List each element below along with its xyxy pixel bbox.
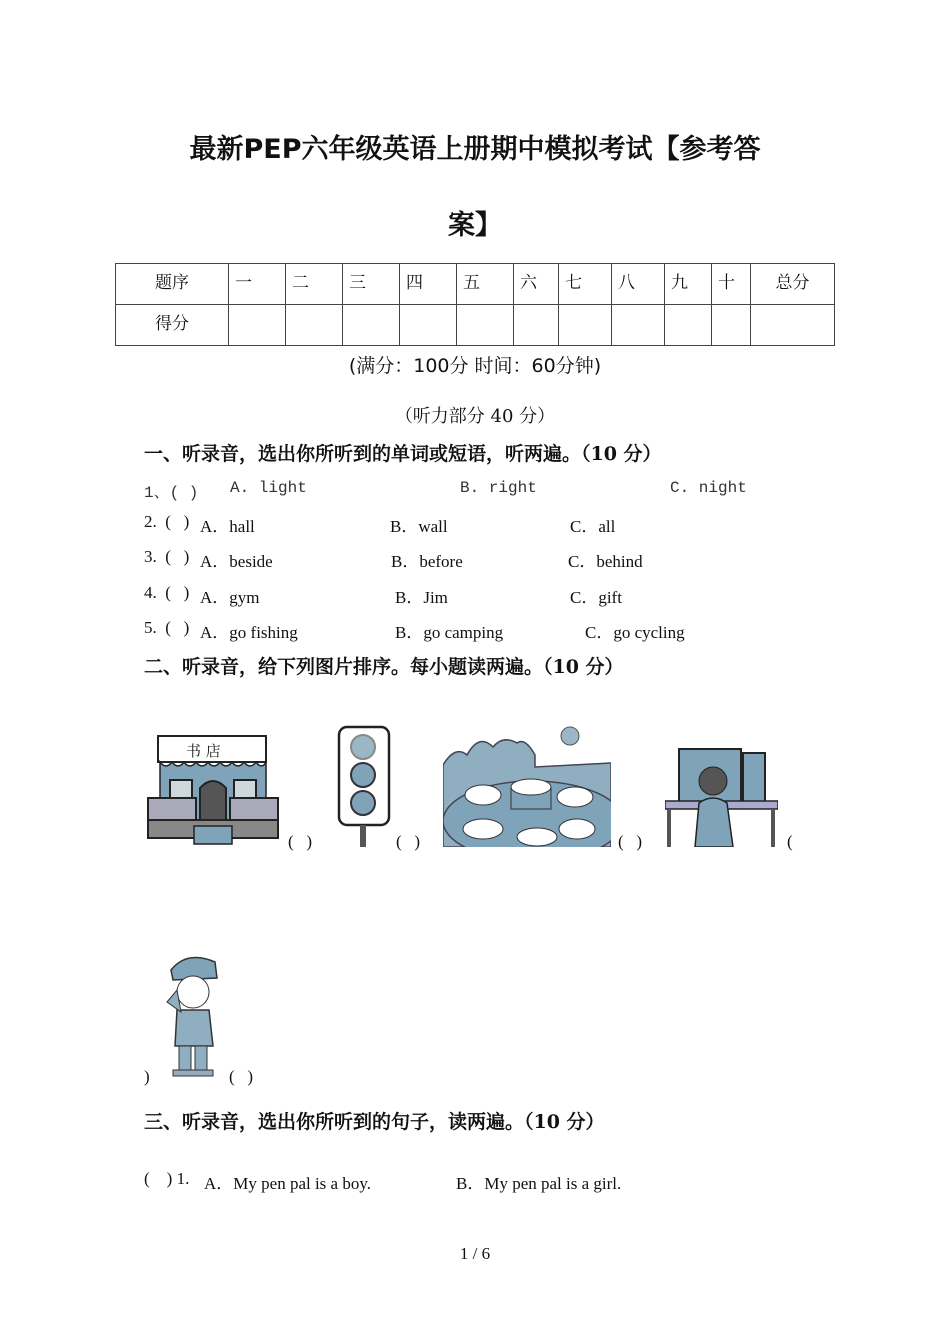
score-col-total: 总分 (751, 264, 835, 305)
score-table-score-row (116, 305, 835, 346)
listening-part-label: （听力部分 40 分） (394, 406, 556, 427)
page-number: 1 / 6 (459, 1244, 491, 1263)
q1-option-c: C. night (670, 479, 747, 497)
score-row-label: 得分 (116, 305, 229, 346)
q5-option-c: C．go cycling (585, 623, 685, 642)
q4-option-b: B．Jim (395, 588, 448, 607)
section3-heading: 三、听录音，选出你所听到的句子，读两遍。（10 分） (144, 1111, 605, 1133)
q4-option-a: A．gym (200, 588, 260, 607)
score-col: 二 (286, 264, 343, 305)
q5-option-b: B．go camping (395, 623, 504, 642)
q1-number: 1、( ) (144, 484, 199, 502)
score-table (115, 263, 835, 346)
score-cell[interactable] (229, 305, 286, 346)
q2-option-c: C．all (570, 517, 616, 536)
score-col: 五 (457, 264, 514, 305)
score-cell[interactable] (457, 305, 514, 346)
score-col: 六 (514, 264, 559, 305)
q5-number: 5. ( ) (144, 618, 190, 637)
document-title-line2: 案】 (448, 210, 502, 241)
q3-option-c: C．behind (568, 552, 643, 571)
bookstore-icon (146, 730, 280, 848)
score-cell[interactable] (559, 305, 612, 346)
document-title-line1: 最新PEP六年级英语上册期中模拟考试【参考答 (189, 134, 761, 165)
festival-food-icon (443, 725, 611, 847)
q1-option-a: A. light (230, 479, 307, 497)
score-col: 十 (712, 264, 751, 305)
q1-option-b: B. right (460, 479, 537, 497)
svg-text:书 店: 书 店 (186, 742, 221, 760)
score-col: 一 (229, 264, 286, 305)
picture4-blank-open[interactable]: ( (787, 832, 793, 851)
score-cell[interactable] (286, 305, 343, 346)
traffic-light-icon (335, 725, 393, 847)
s3-q1-number: ( ) 1. (144, 1169, 190, 1188)
picture2-blank[interactable]: ( ) (396, 832, 421, 851)
score-cell[interactable] (514, 305, 559, 346)
girl-computer-icon (665, 745, 778, 847)
q3-option-b: B．before (391, 552, 463, 571)
score-header-label: 题序 (116, 264, 229, 305)
q3-option-a: A．beside (200, 552, 273, 571)
exam-info: (满分：100分 时间：60分钟) (348, 355, 602, 377)
picture3-blank[interactable]: ( ) (618, 832, 643, 851)
score-col: 八 (612, 264, 665, 305)
s3-q1-option-b: B．My pen pal is a girl. (456, 1174, 622, 1193)
score-col: 七 (559, 264, 612, 305)
picture5-blank[interactable]: ( ) (229, 1067, 254, 1086)
q2-option-a: A．hall (200, 517, 255, 536)
score-col: 九 (665, 264, 712, 305)
q5-option-a: A．go fishing (200, 623, 298, 642)
section1-heading: 一、听录音，选出你所听到的单词或短语，听两遍。（10 分） (144, 443, 662, 465)
section2-heading: 二、听录音，给下列图片排序。每小题读两遍。（10 分） (144, 656, 624, 678)
s3-q1-option-a: A．My pen pal is a boy. (204, 1174, 371, 1193)
score-table-header-row (116, 264, 835, 305)
score-cell[interactable] (612, 305, 665, 346)
score-cell[interactable] (400, 305, 457, 346)
police-officer-icon (163, 950, 223, 1078)
score-cell[interactable] (343, 305, 400, 346)
q3-number: 3. ( ) (144, 547, 190, 566)
score-cell[interactable] (665, 305, 712, 346)
picture1-blank[interactable]: ( ) (288, 832, 313, 851)
score-cell[interactable] (712, 305, 751, 346)
score-col: 四 (400, 264, 457, 305)
q2-number: 2. ( ) (144, 512, 190, 531)
q4-number: 4. ( ) (144, 583, 190, 602)
score-col: 三 (343, 264, 400, 305)
q2-option-b: B．wall (390, 517, 448, 536)
q4-option-c: C．gift (570, 588, 622, 607)
score-cell[interactable] (751, 305, 835, 346)
picture4-blank-close[interactable]: ) (144, 1067, 150, 1086)
